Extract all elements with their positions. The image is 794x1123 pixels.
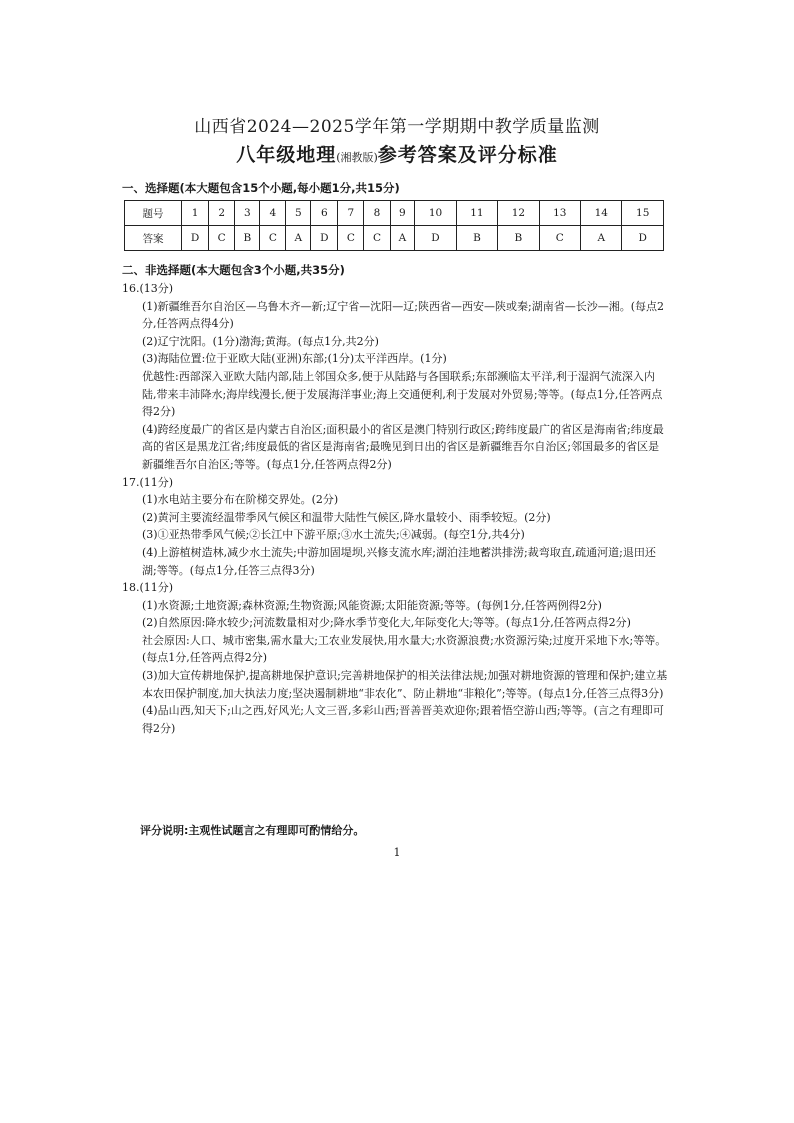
q17-part3: (3)①亚热带季风气候;②长江中下游平原;③水土流失;④减弱。(每空1分,共4分) <box>142 528 525 542</box>
table-cell-answer: D <box>622 226 664 251</box>
q18-part2: (2)自然原因:降水较少;河流数量相对少;降水季节变化大,年际变化大;等等。(每点1分,任答两点得2分) <box>142 616 631 630</box>
table-cell-number: 11 <box>456 201 497 226</box>
table-cell-number: 2 <box>209 201 235 226</box>
table-cell-answer: A <box>286 226 311 251</box>
document-subtitle <box>0 140 794 167</box>
table-cell-number: 1 <box>182 201 209 226</box>
subtitle-rest: 参考答案及评分标准 <box>377 144 558 166</box>
q16-part2: (2)辽宁沈阳。(1分)渤海;黄海。(每点1分,共2分) <box>142 334 379 348</box>
q18-part2-social: 社会原因:人口、城市密集,需水量大;工农业发展快,用水量大;水资源浪费;水资源污染;过度开采地下水;等等。(每点1分,任答两点得2分) <box>142 633 667 665</box>
row-label-answers: 答案 <box>125 226 182 251</box>
table-cell-number: 4 <box>260 201 286 226</box>
table-cell-number: 5 <box>286 201 311 226</box>
table-cell-answer: C <box>209 226 235 251</box>
subtitle-subject: 八年级地理 <box>236 144 337 166</box>
table-cell-answer: A <box>390 226 415 251</box>
q17-part1: (1)水电站主要分布在阶梯交界处。(2分) <box>142 493 339 507</box>
q18-part1: (1)水资源;土地资源;森林资源;生物资源;风能资源;太阳能资源;等等。(每例1分,任答两例得2分) <box>142 598 602 612</box>
q16-title: 16.(13分) <box>122 282 174 295</box>
q16-part3-advantage: 优越性:西部深入亚欧大陆内部,陆上邻国众多,便于从陆路与各国联系;东部濒临太平洋,利于湿润气流深入内陆,带来丰沛降水;海岸线漫长,便于发展海洋事业;海上交通便利,利于发展对外贸易;等等。(每点1分,任答两点得2分) <box>142 369 663 419</box>
table-cell-number: 10 <box>415 201 456 226</box>
q17-part4: (4)上游植树造林,减少水土流失;中游加固堤坝,兴修支流水库;湖泊洼地蓄洪排涝;裁弯取直,疏通河道;退田还湖;等等。(每点1分,任答三点得3分) <box>142 545 656 577</box>
table-cell-answer: B <box>456 226 497 251</box>
section1-heading: 一、选择题(本大题包含15个小题,每小题1分,共15分) <box>122 181 400 195</box>
table-cell-answer: C <box>364 226 390 251</box>
subtitle-edition: (湘教版) <box>336 151 378 164</box>
table-cell-answer: C <box>539 226 580 251</box>
q18-title: 18.(11分) <box>122 581 174 595</box>
table-cell-number: 14 <box>581 201 622 226</box>
table-cell-answer: A <box>581 226 622 251</box>
answer-table <box>124 200 664 251</box>
table-row-answers <box>125 226 664 251</box>
scoring-note: 评分说明:主观性试题言之有理即可酌情给分。 <box>140 824 365 837</box>
table-cell-number: 12 <box>498 201 539 226</box>
table-cell-number: 8 <box>364 201 390 226</box>
table-cell-number: 15 <box>622 201 664 226</box>
table-cell-answer: D <box>311 226 338 251</box>
q18-part3: (3)加大宣传耕地保护,提高耕地保护意识;完善耕地保护的相关法律法规;加强对耕地资源的管理和保护;建立基本农田保护制度,加大执法力度;坚决遏制耕地“非农化”、防止耕地“非粮化”;等等。(每点1分,任答三点得3分) <box>142 669 668 700</box>
q18-part4: (4)品山西,知天下;山之西,好风光;人文三晋,多彩山西;晋善晋美欢迎你;跟着悟空游山西;等等。(言之有理即可得2分) <box>142 704 664 735</box>
answer-body <box>122 280 668 737</box>
row-label-numbers: 题号 <box>125 201 182 226</box>
q16-part3: (3)海陆位置:位于亚欧大陆(亚洲)东部;(1分)太平洋西岸。(1分) <box>142 352 447 366</box>
q16-part1: (1)新疆维吾尔自治区—乌鲁木齐—新;辽宁省—沈阳—辽;陕西省—西安—陕或秦;湖南省—长沙—湘。(每点2分,任答两点得4分) <box>142 299 664 331</box>
table-cell-answer: C <box>338 226 364 251</box>
q17-title: 17.(11分) <box>122 475 174 489</box>
q16-part4: (4)跨经度最广的省区是内蒙古自治区;面积最小的省区是澳门特别行政区;跨纬度最广的省区是海南省;纬度最高的省区是黑龙江省;纬度最低的省区是海南省;最晚见到日出的省区是新疆维吾尔自治区;邻国最多的省区是新疆维吾尔自治区;等等。(每点1分,任答两点得2分) <box>142 422 664 471</box>
table-cell-number: 13 <box>539 201 580 226</box>
table-cell-answer: D <box>415 226 456 251</box>
document-title: 山西省2024—2025学年第一学期期中教学质量监测 <box>194 117 600 137</box>
table-cell-number: 7 <box>338 201 364 226</box>
section2-heading: 二、非选择题(本大题包含3个小题,共35分) <box>122 263 345 277</box>
page-number: 1 <box>393 846 401 859</box>
q17-part2: (2)黄河主要流经温带季风气候区和温带大陆性气候区,降水量较小、雨季较短。(2分) <box>142 510 551 524</box>
table-row-numbers <box>125 201 664 226</box>
table-cell-number: 6 <box>311 201 338 226</box>
table-cell-answer: B <box>235 226 260 251</box>
table-cell-number: 9 <box>390 201 415 226</box>
table-cell-number: 3 <box>235 201 260 226</box>
table-cell-answer: B <box>498 226 539 251</box>
table-cell-answer: D <box>182 226 209 251</box>
table-cell-answer: C <box>260 226 286 251</box>
